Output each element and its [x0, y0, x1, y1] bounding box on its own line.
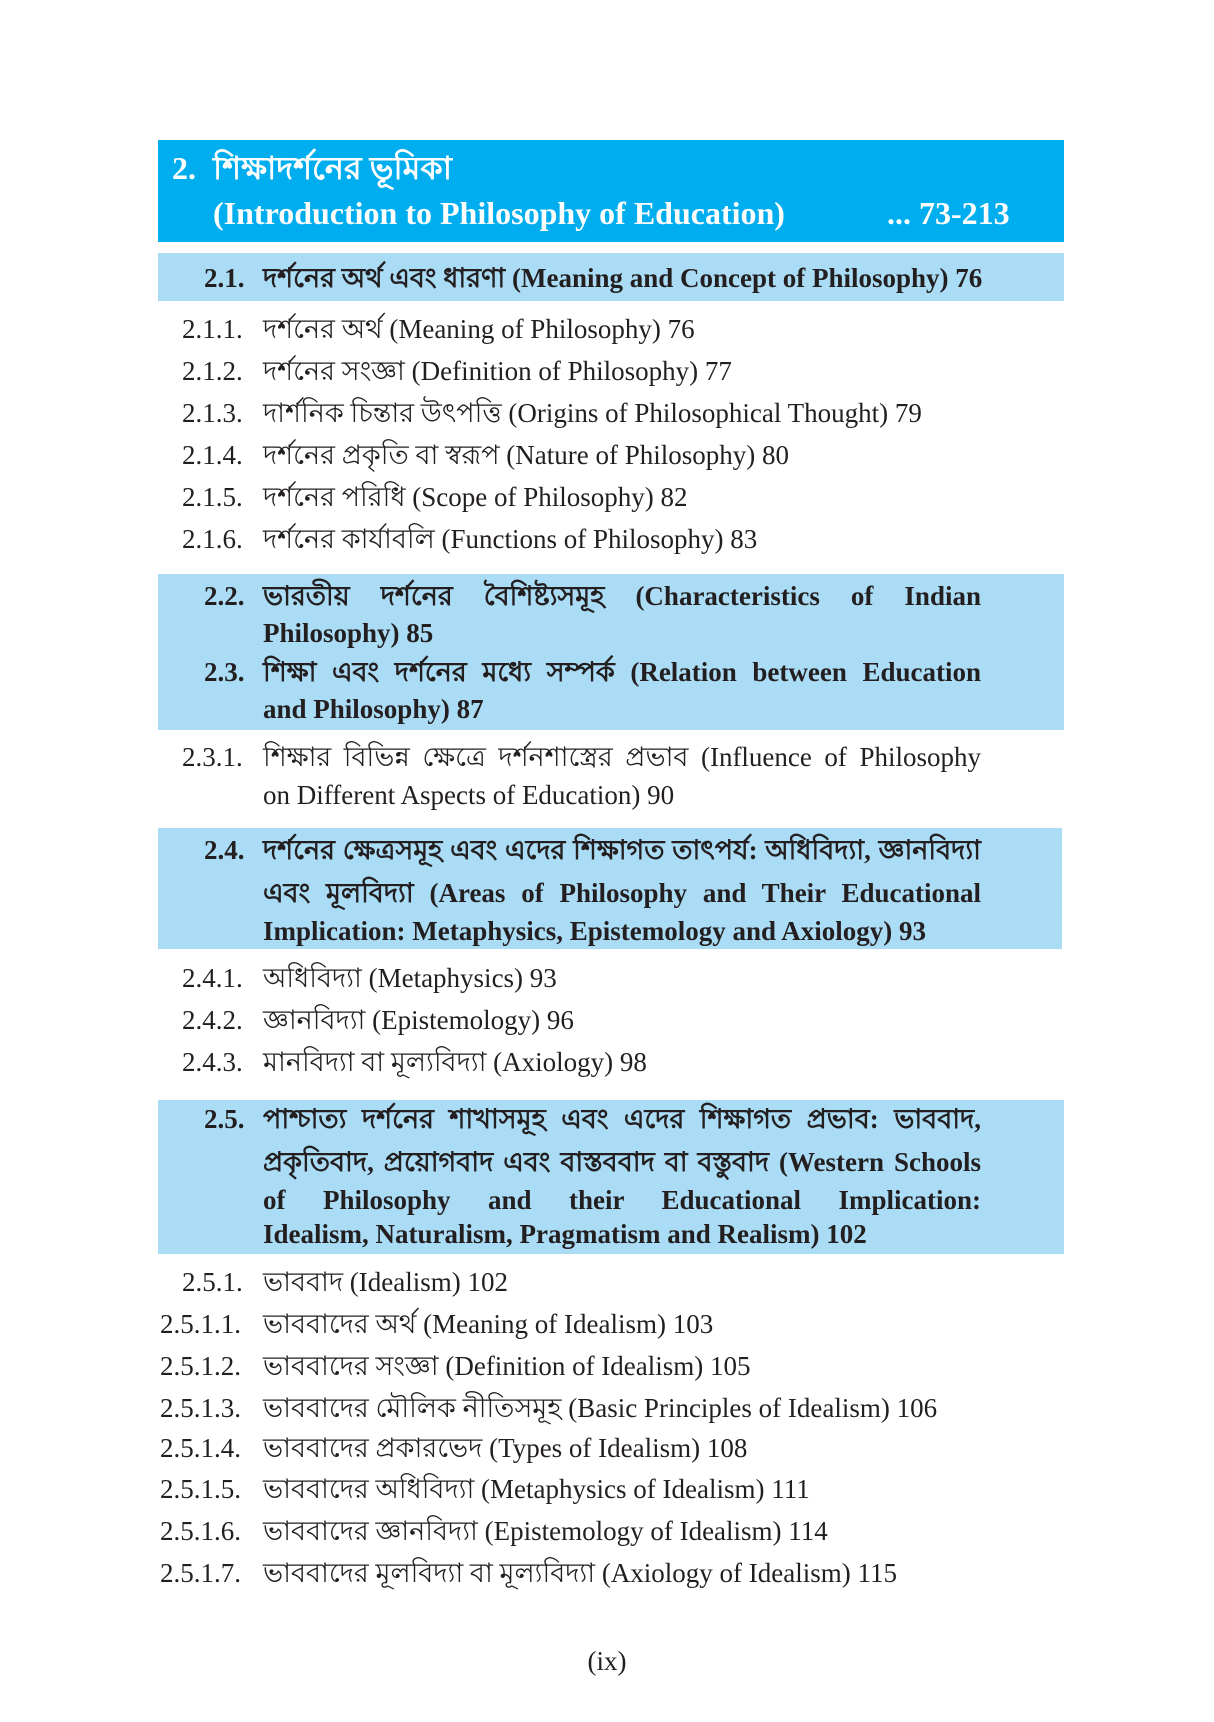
toc-number: 2.4.3.: [182, 1047, 243, 1077]
toc-number: 2.1.: [204, 263, 245, 293]
toc-number: 2.5.1.1.: [160, 1309, 241, 1339]
toc-entry-text[interactable]: ভাববাদের অধিবিদ্যা (Metaphysics of Idealism) 111: [263, 1474, 810, 1504]
toc-entry-text[interactable]: ভাববাদের মৌলিক নীতিসমূহ (Basic Principles of Idealism) 106: [263, 1393, 938, 1423]
toc-entry-text[interactable]: জ্ঞানবিদ্যা (Epistemology) 96: [263, 1005, 574, 1035]
toc-entry-text[interactable]: দর্শনের অর্থ এবং ধারণা (Meaning and Concept of Philosophy) 76: [263, 263, 983, 293]
toc-entry-text[interactable]: অধিবিদ্যা (Metaphysics) 93: [263, 963, 557, 993]
toc-number: 2.5.1.3.: [160, 1393, 241, 1423]
toc-entry-text[interactable]: ভাববাদের সংজ্ঞা (Definition of Idealism) 105: [263, 1351, 751, 1381]
toc-entry-text[interactable]: প্রকৃতিবাদ, প্রয়োগবাদ এবং বাস্তববাদ বা বস্তুবাদ (Western Schools: [263, 1147, 981, 1177]
toc-entry-text[interactable]: দর্শনের পরিধি (Scope of Philosophy) 82: [263, 482, 688, 512]
toc-entry-text[interactable]: এবং মূলবিদ্যা (Areas of Philosophy and Their Educational: [263, 878, 981, 908]
toc-entry-text[interactable]: of Philosophy and their Educational Implication:: [263, 1185, 981, 1215]
toc-number: 2.5.1.6.: [160, 1516, 241, 1546]
toc-number: 2.4.2.: [182, 1005, 243, 1035]
toc-number: 2.3.1.: [182, 742, 243, 772]
toc-number: 2.1.1.: [182, 314, 243, 344]
toc-entry-text[interactable]: Implication: Metaphysics, Epistemology and Axiology) 93: [263, 916, 927, 946]
toc-entry-text[interactable]: শিক্ষা এবং দর্শনের মধ্যে সম্পর্ক (Relation between Education: [263, 657, 981, 687]
toc-number: 2.5.1.: [182, 1267, 243, 1297]
toc-entry-text[interactable]: on Different Aspects of Education) 90: [263, 780, 675, 810]
toc-number: 2.1.3.: [182, 398, 243, 428]
toc-number: 2.1.6.: [182, 524, 243, 554]
toc-entry-text[interactable]: দর্শনের কার্যাবলি (Functions of Philosophy) 83: [263, 524, 758, 554]
toc-number: 2.1.4.: [182, 440, 243, 470]
chapter-page-range: ... 73-213: [887, 195, 1010, 231]
toc-entry-text[interactable]: and Philosophy) 87: [263, 694, 484, 724]
toc-entry-text[interactable]: দার্শনিক চিন্তার উৎপত্তি (Origins of Philosophical Thought) 79: [263, 398, 922, 428]
toc-number: 2.5.1.7.: [160, 1558, 241, 1588]
page-number: (ix): [587, 1646, 627, 1676]
toc-entry-text[interactable]: পাশ্চাত্য দর্শনের শাখাসমূহ এবং এদের শিক্ষাগত প্রভাব: ভাববাদ,: [263, 1104, 981, 1134]
toc-entry-text[interactable]: ভাববাদের অর্থ (Meaning of Idealism) 103: [263, 1309, 714, 1339]
toc-entry-text[interactable]: মানবিদ্যা বা মূল্যবিদ্যা (Axiology) 98: [263, 1047, 647, 1077]
toc-entry-text[interactable]: Philosophy) 85: [263, 618, 434, 648]
toc-number: 2.3.: [204, 657, 245, 687]
chapter-number: 2.: [172, 150, 196, 186]
toc-entry-text[interactable]: Idealism, Naturalism, Pragmatism and Realism) 102: [263, 1219, 867, 1249]
toc-number: 2.5.1.2.: [160, 1351, 241, 1381]
toc-number: 2.4.1.: [182, 963, 243, 993]
toc-entry-text[interactable]: ভাববাদের প্রকারভেদ (Types of Idealism) 108: [263, 1433, 748, 1463]
toc-entry-text[interactable]: শিক্ষার বিভিন্ন ক্ষেত্রে দর্শনশাস্ত্রের প্রভাব (Influence of Philosophy: [263, 742, 981, 772]
toc-entry-text[interactable]: ভারতীয় দর্শনের বৈশিষ্ট্যসমূহ (Characteristics of Indian: [263, 581, 981, 611]
toc-number: 2.5.1.5.: [160, 1474, 241, 1504]
toc-number: 2.5.1.4.: [160, 1433, 241, 1463]
toc-number: 2.4.: [204, 835, 245, 865]
toc-number: 2.1.2.: [182, 356, 243, 386]
toc-entry-text[interactable]: ভাববাদ (Idealism) 102: [263, 1267, 508, 1297]
toc-entry-text[interactable]: দর্শনের সংজ্ঞা (Definition of Philosophy) 77: [263, 356, 732, 386]
toc-entry-text[interactable]: ভাববাদের জ্ঞানবিদ্যা (Epistemology of Idealism) 114: [263, 1516, 828, 1546]
toc-number: 2.2.: [204, 581, 245, 611]
toc-entry-text[interactable]: দর্শনের প্রকৃতি বা স্বরূপ (Nature of Philosophy) 80: [263, 440, 789, 470]
chapter-title-english: (Introduction to Philosophy of Education): [213, 195, 785, 231]
toc-number: 2.5.: [204, 1104, 245, 1134]
toc-entry-text[interactable]: দর্শনের অর্থ (Meaning of Philosophy) 76: [263, 314, 695, 344]
toc-entry-text[interactable]: দর্শনের ক্ষেত্রসমূহ এবং এদের শিক্ষাগত তাৎপর্য: অধিবিদ্যা, জ্ঞানবিদ্যা: [263, 835, 981, 865]
toc-number: 2.1.5.: [182, 482, 243, 512]
chapter-title-bengali: শিক্ষাদর্শনের ভূমিকা: [213, 150, 453, 186]
toc-entry-text[interactable]: ভাববাদের মূলবিদ্যা বা মূল্যবিদ্যা (Axiology of Idealism) 115: [263, 1558, 898, 1588]
